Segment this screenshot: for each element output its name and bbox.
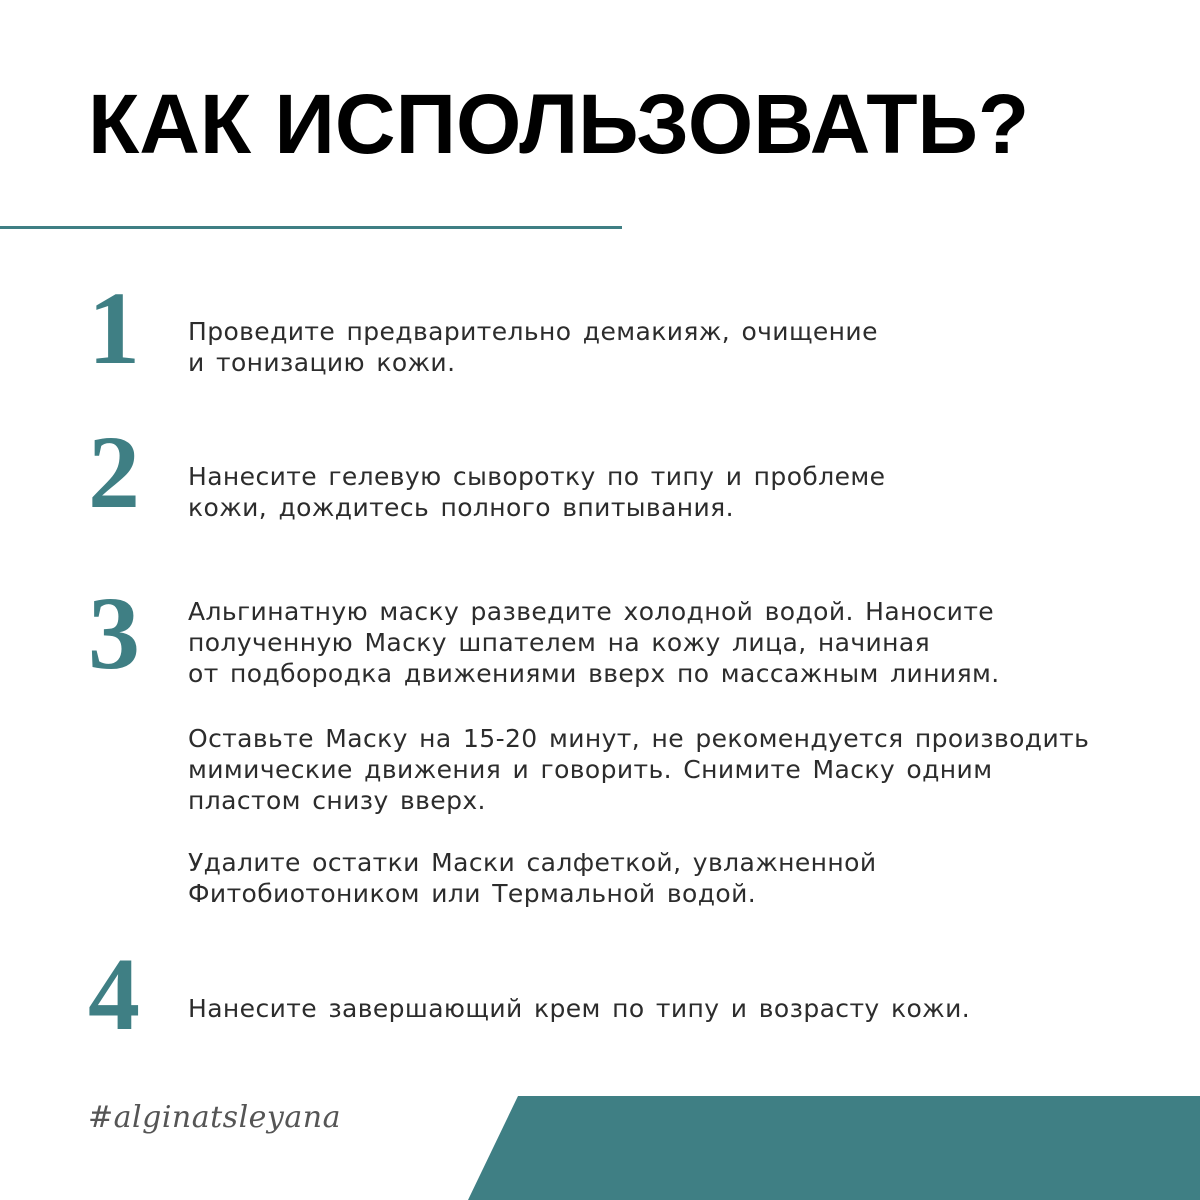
step-3-p3-line-1: Удалите остатки Маски салфеткой, увлажненной: [188, 848, 877, 877]
step-3-p2-line-2: мимические движения и говорить. Снимите Маску одним: [188, 755, 993, 784]
hashtag: #alginatsleyana: [88, 1100, 341, 1135]
page-title: КАК ИСПОЛЬЗОВАТЬ?: [88, 77, 1030, 171]
step-3-p2-line-3: пластом снизу вверх.: [188, 786, 486, 815]
step-number-3: 3: [88, 576, 140, 691]
step-1-line-2: и тонизацию кожи.: [188, 348, 456, 377]
accent-parallelogram: [468, 1096, 1200, 1200]
step-number-4: 4: [88, 937, 140, 1052]
step-number-2: 2: [88, 415, 140, 530]
step-3-line-2: полученную Маску шпателем на кожу лица, начиная: [188, 628, 931, 657]
step-3-line-3: от подбородка движениями вверх по массажным линиям.: [188, 659, 1000, 688]
step-2-line-1: Нанесите гелевую сыворотку по типу и проблеме: [188, 462, 886, 491]
step-2-line-2: кожи, дождитесь полного впитывания.: [188, 493, 734, 522]
step-1-line-1: Проведите предварительно демакияж, очищение: [188, 317, 878, 346]
step-3-p2-line-1: Оставьте Маску на 15-20 минут, не рекомендуется производить: [188, 724, 1090, 753]
step-number-1: 1: [88, 271, 140, 386]
step-3-p3-line-2: Фитобиотоником или Термальной водой.: [188, 879, 757, 908]
step-3-line-1: Альгинатную маску разведите холодной водой. Наносите: [188, 597, 995, 626]
step-4-line-1: Нанесите завершающий крем по типу и возрасту кожи.: [188, 994, 971, 1023]
